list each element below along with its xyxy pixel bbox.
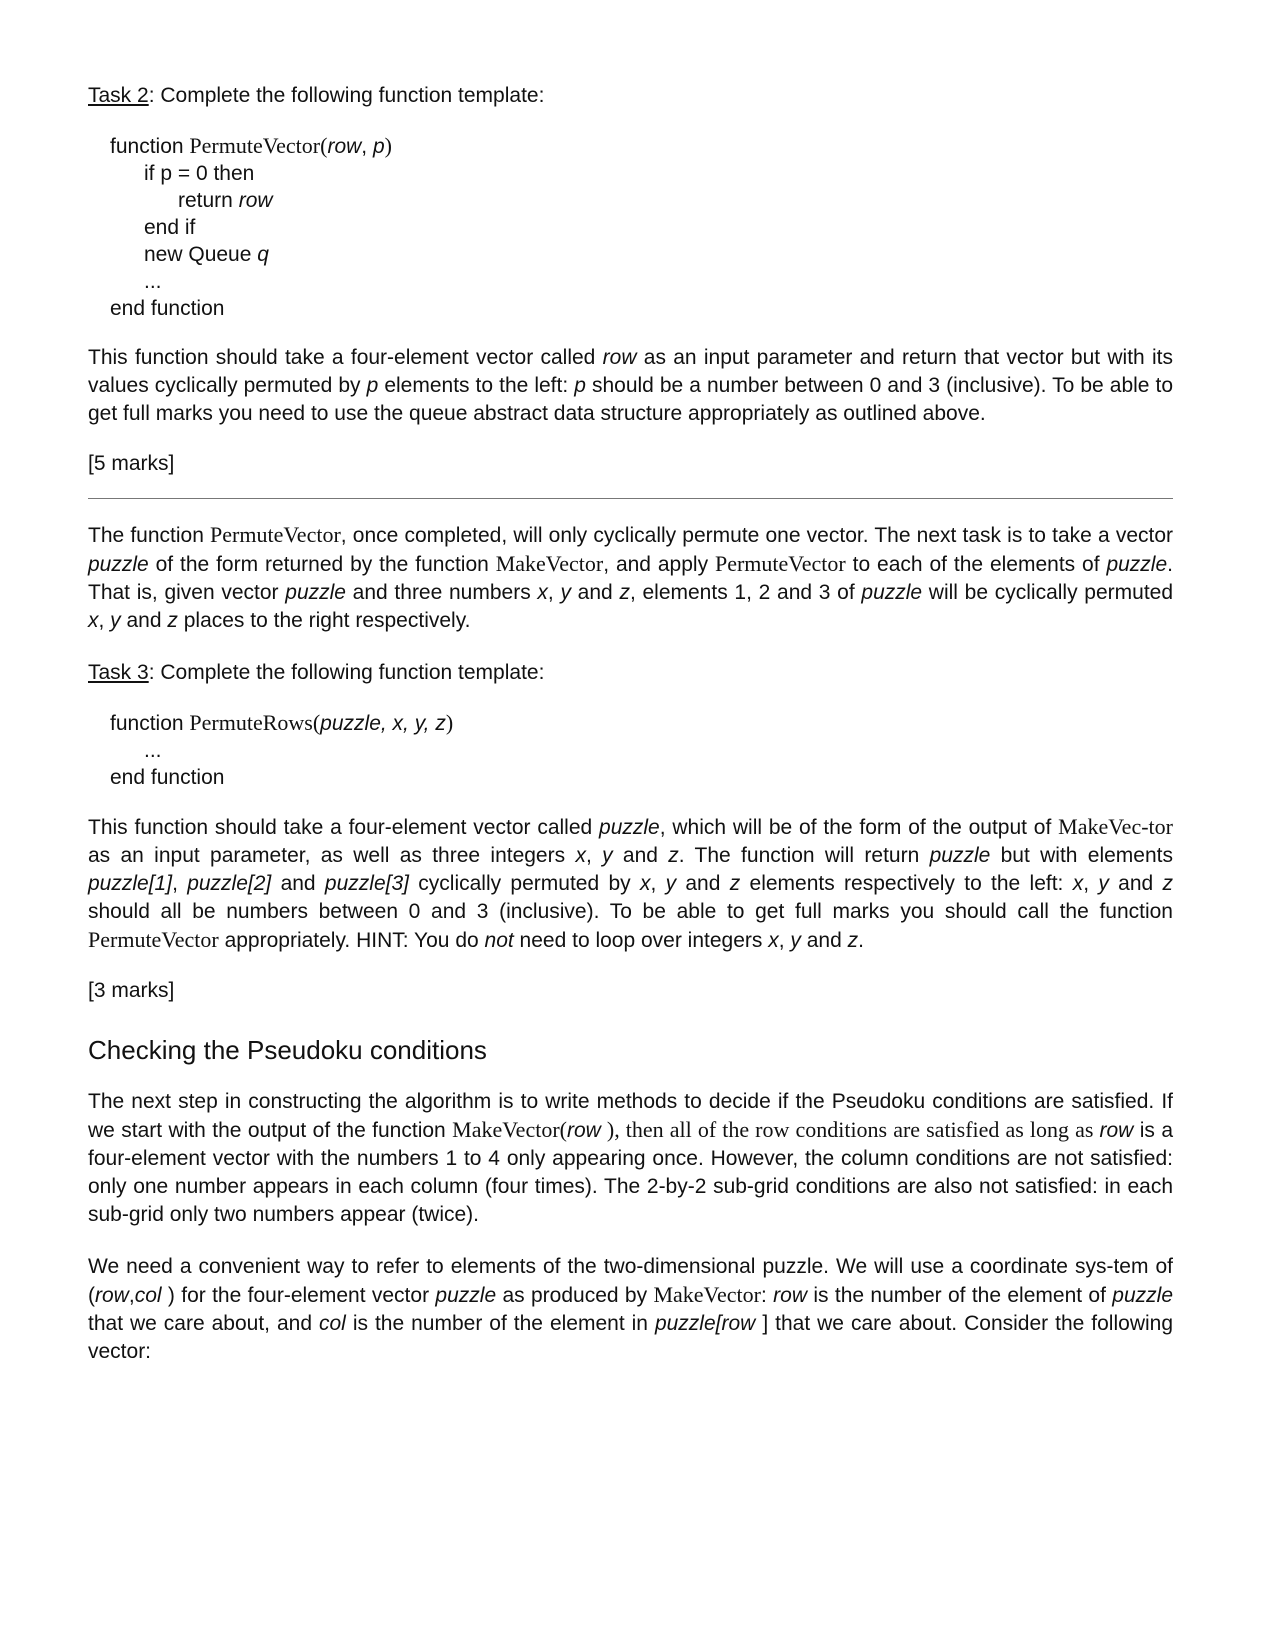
- task2-code-block: [110, 132, 1173, 322]
- code-line-ellipsis: ...: [144, 739, 162, 762]
- transition-paragraph: The function PermuteVector, once completed, will only cyclically permute one vector. The next task is to take a vector puzzle of the form returned by the function MakeVector, and apply PermuteVector to each of the elements of puzzle. That is, given vector puzzle and three numbers x, y and z, elements 1, 2 and 3 of puzzle will be cyclically permuted x, y and z places to the right respectively.: [88, 522, 1174, 632]
- task3-description: This function should take a four-element vector called puzzle, which will be of the form of the output of MakeVec-tor as an input parameter, as well as three integers x, y and z. The function will return puzzle but with elements puzzle[1], puzzle[2] and puzzle[3] cyclically permuted by x, y and z elements respectively to the left: x, y and z should all be numbers between 0 and 3 (inclusive). To be able to get full marks you should call the function PermuteVector appropriately. HINT: You do not need to loop over integers x, y and z.: [88, 814, 1173, 952]
- code-line-if: if p = 0 then: [144, 162, 255, 185]
- code-line-signature: function PermuteVector(row, p): [110, 133, 392, 158]
- code-line-new-queue: new Queue q: [144, 243, 269, 266]
- section-paragraph-1: The next step in constructing the algorithm is to write methods to decide if the Pseudoku conditions are satisfied. If we start with the output of the function MakeVector(row ), then all of the row conditions are satisfied as long as row is a four-element vector with the numbers 1 to 4 only appearing once. However, the column conditions are not satisfied: only one number appears in each column (four times). The 2-by-2 sub-grid conditions are also not satisfied: in each sub-grid only two numbers appear (twice).: [88, 1090, 1174, 1226]
- task3-label: Task 3: [88, 661, 149, 684]
- code-line-return: return row: [178, 189, 273, 212]
- document-page: [88, 82, 1173, 1366]
- task2-description: This function should take a four-element vector called row as an input parameter and return that vector but with its values cyclically permuted by p elements to the left: p should be a number between 0 and 3 (inclusive). To be able to get full marks you need to use the queue abstract data structure appropriately as outlined above.: [88, 346, 1174, 425]
- task2-label: Task 2: [88, 84, 149, 107]
- task3-intro: Task 3: Complete the following function template:: [88, 661, 545, 684]
- task3-marks: [3 marks]: [88, 979, 175, 1002]
- code-line-end-function: end function: [110, 297, 225, 320]
- task2-marks: [5 marks]: [88, 452, 175, 475]
- section-paragraph-2: We need a convenient way to refer to elements of the two-dimensional puzzle. We will use a coordinate sys-tem of (row,col ) for the four-element vector puzzle as produced by MakeVector: row is the number of the element of puzzle that we care about, and col is the number of the element in puzzle[row ] that we care about. Consider the following vector:: [88, 1255, 1174, 1363]
- code-line-end-if: end if: [144, 216, 196, 239]
- task3-code-block: [110, 709, 1173, 791]
- section-heading: Checking the Pseudoku conditions: [88, 1035, 487, 1065]
- code-line-signature: function PermuteRows(puzzle, x, y, z): [110, 710, 454, 735]
- code-line-ellipsis: ...: [144, 270, 162, 293]
- section-divider: [88, 498, 1173, 499]
- task2-intro: Task 2: Complete the following function template:: [88, 84, 545, 107]
- code-line-end-function: end function: [110, 766, 225, 789]
